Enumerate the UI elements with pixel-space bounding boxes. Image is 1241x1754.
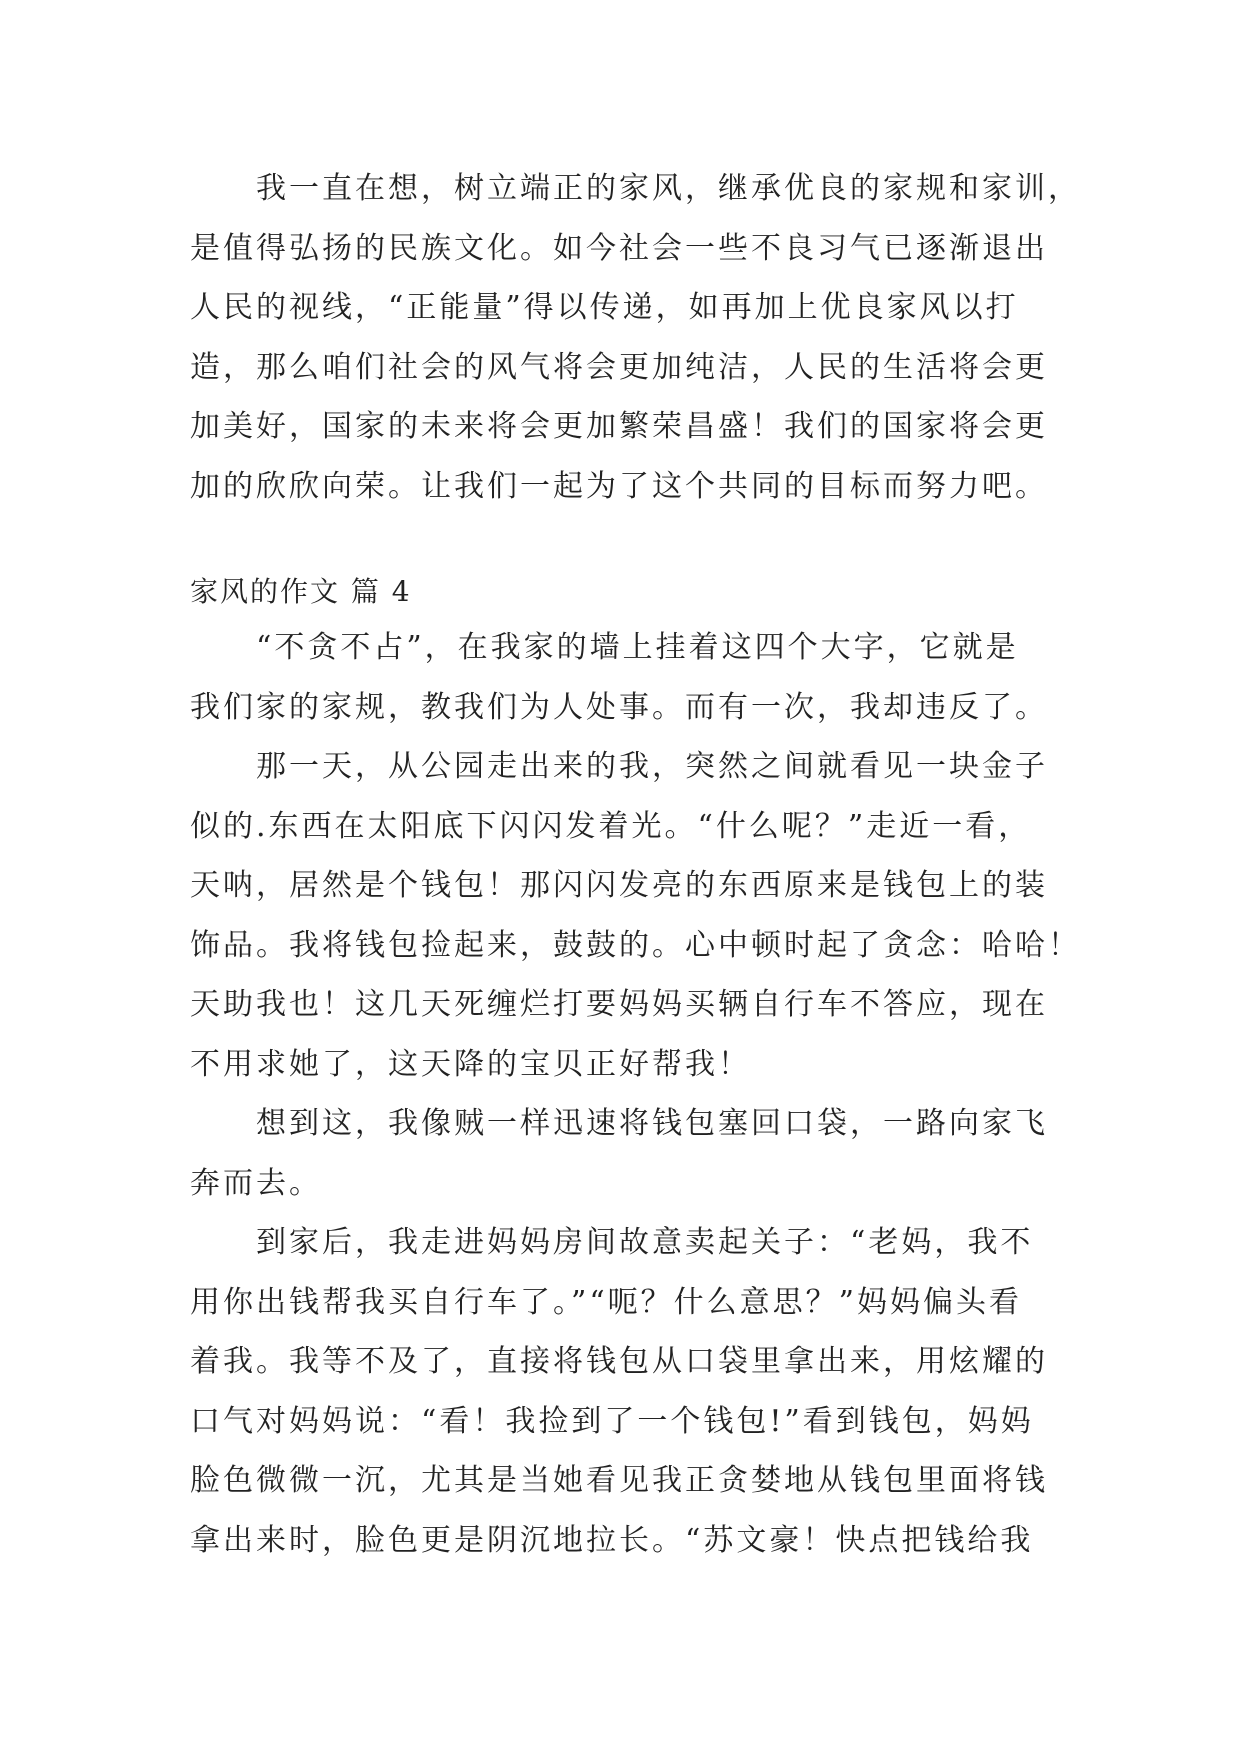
text-line: 加美好，国家的未来将会更加繁荣昌盛！我们的国家将会更 xyxy=(190,409,1048,444)
text-line: 不用求她了，这天降的宝贝正好帮我！ xyxy=(190,1046,751,1082)
essay-body xyxy=(190,618,1081,1570)
text-line: 口气对妈妈说：“看！我捡到了一个钱包!”看到钱包，妈妈 xyxy=(190,1403,1034,1439)
text-line: 拿出来时，脸色更是阴沉地拉长。“苏文豪！快点把钱给我 xyxy=(190,1522,1034,1558)
text-line: 我一直在想，树立端正的家风，继承优良的家规和家训， xyxy=(190,171,1081,206)
essay-paragraph-conclusion xyxy=(190,159,1081,516)
section-heading: 家风的作文 篇 4 xyxy=(190,575,412,608)
text-line: 饰品。我将钱包捡起来，鼓鼓的。心中顿时起了贪念：哈哈！ xyxy=(190,927,1081,963)
text-line: 似的.东西在太阳底下闪闪发着光。“什么呢？”走近一看， xyxy=(190,808,1032,844)
text-line: 着我。我等不及了，直接将钱包从口袋里拿出来，用炫耀的 xyxy=(190,1344,1048,1379)
text-line: 加的欣欣向荣。让我们一起为了这个共同的目标而努力吧。 xyxy=(190,468,1048,504)
text-line: 到家后，我走进妈妈房间故意卖起关子：“老妈，我不 xyxy=(190,1225,1034,1260)
text-line: 天呐，居然是个钱包！那闪闪发亮的东西原来是钱包上的装 xyxy=(190,868,1048,903)
text-line: 是值得弘扬的民族文化。如今社会一些不良习气已逐渐退出 xyxy=(190,230,1048,266)
text-line: 奔而去。 xyxy=(190,1165,322,1201)
text-line: “不贪不占”，在我家的墙上挂着这四个大字，它就是 xyxy=(190,630,1019,665)
text-line: 造，那么咱们社会的风气将会更加纯洁，人民的生活将会更 xyxy=(190,349,1048,385)
text-line: 天助我也！这几天死缠烂打要妈妈买辆自行车不答应，现在 xyxy=(190,987,1048,1022)
text-line: 用你出钱帮我买自行车了。”“呃？什么意思？”妈妈偏头看 xyxy=(190,1284,1023,1320)
text-line: 我们家的家规，教我们为人处事。而有一次，我却违反了。 xyxy=(190,689,1048,725)
text-line: 脸色微微一沉，尤其是当她看见我正贪婪地从钱包里面将钱 xyxy=(190,1463,1048,1498)
text-line: 人民的视线，“正能量”得以传递，如再加上优良家风以打 xyxy=(190,290,1019,325)
text-line: 想到这，我像贼一样迅速将钱包塞回口袋，一路向家飞 xyxy=(190,1106,1048,1141)
text-line: 那一天，从公园走出来的我，突然之间就看见一块金子 xyxy=(190,749,1048,784)
